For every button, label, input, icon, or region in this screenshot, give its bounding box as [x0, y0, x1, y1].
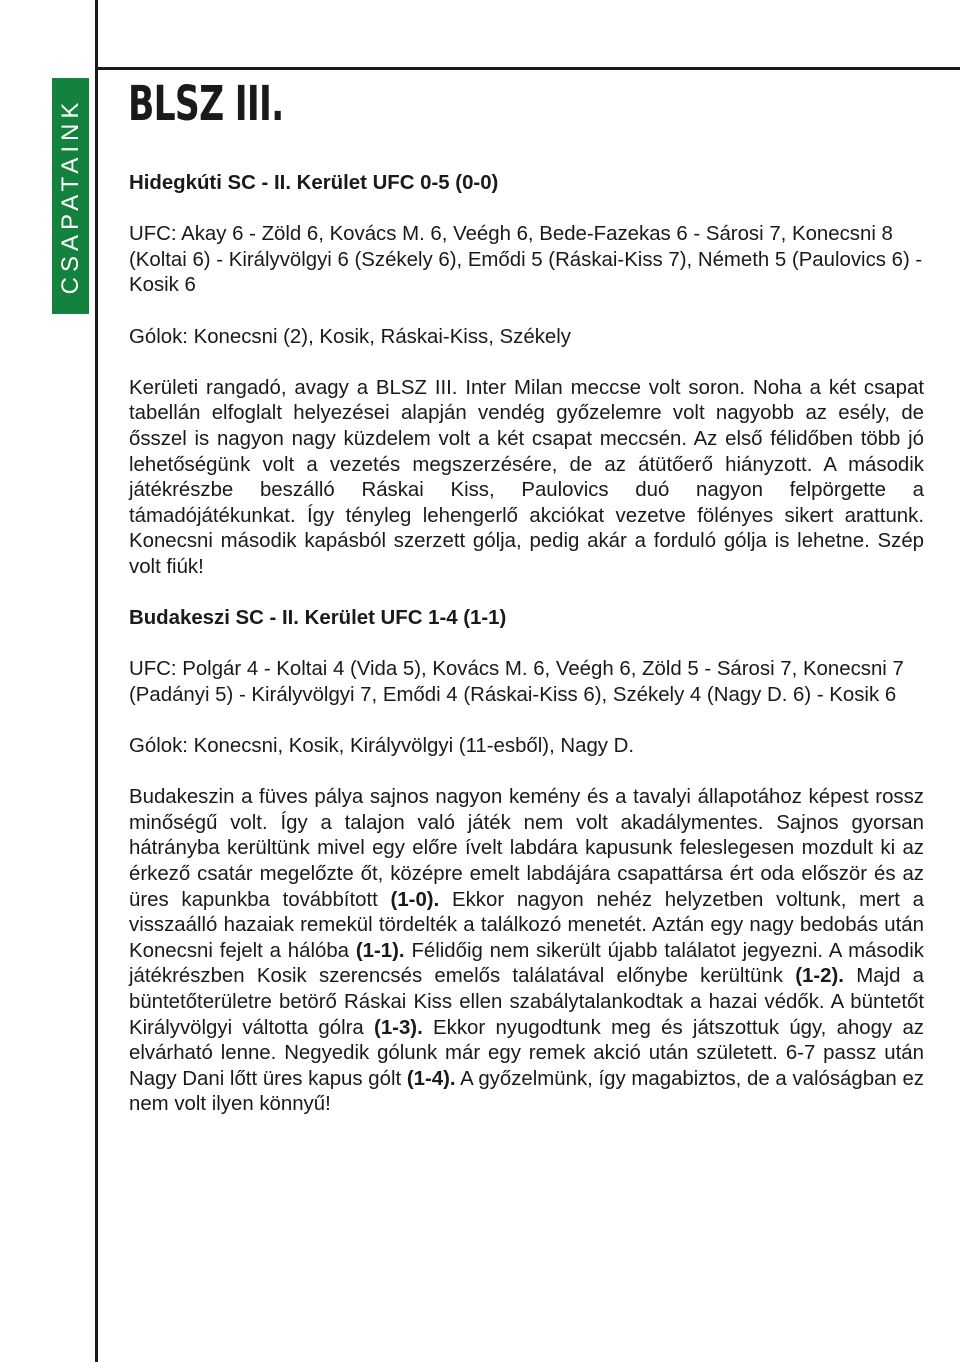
match-1-goals: Gólok: Konecsni (2), Kosik, Ráskai-Kiss, Székely	[129, 325, 571, 348]
report-text: A győzelmünk, így magabiztos, de a valóságban ez nem volt ilyen könnyű!	[129, 1067, 924, 1116]
score-highlight: (1-1).	[355, 939, 405, 962]
page-title: BLSZ III.	[128, 76, 284, 132]
report-text: Ekkor nagyon nehéz helyzetben voltunk, mert a visszaálló hazaiak remekül tördelték a találkozó menetét. Aztán egy nagy bedobás után Konecsni fejelt a hálóba	[129, 888, 924, 962]
match-2-report	[129, 785, 924, 1118]
score-highlight: (1-3).	[374, 1016, 423, 1039]
match-2-lineup: UFC: Polgár 4 - Koltai 4 (Vida 5), Kovács M. 6, Veégh 6, Zöld 5 - Sárosi 7, Konecsni 7 (Padányi 5) - Királyvölgyi 7, Emődi 4 (Ráskai-Kiss 6), Székely 4 (Nagy D. 6) - Kosik 6	[129, 658, 904, 706]
report-text: Félidőig nem sikerült újabb találatot jegyezni. A második játékrészben Kosik szerencsés emelős találatával előnybe kerültünk	[129, 939, 924, 988]
score-highlight: (1-2).	[795, 965, 844, 988]
report-text: Majd a büntetőterületre betörő Ráskai Kiss ellen szabálytalankodtak a hazai védők. A büntetőt Királyvölgyi váltotta gólra	[129, 965, 925, 1039]
page-border-horizontal	[95, 67, 960, 70]
match-2-goals: Gólok: Konecsni, Kosik, Királyvölgyi (11-esből), Nagy D.	[129, 735, 635, 758]
score-highlight: (1-0).	[390, 888, 440, 911]
report-text: Ekkor nyugodtunk meg és játszottuk úgy, ahogy az elvárható lenne. Negyedik gólunk már egy remek akció után született. 6-7 passz után Nagy Dani lőtt üres kapus gólt	[129, 1016, 924, 1090]
section-tab-label: CSAPATAINK	[56, 97, 84, 295]
report-text: Budakeszin a füves pálya sajnos nagyon kemény és a tavalyi állapotához képest rossz minőségű volt. Így a talajon való játék nem volt akadálymentes. Sajnos gyorsan hátrányba kerültünk mivel egy előre ívelt labdára kapusunk feleslegesen mozdult ki az érkező csatár megelőzte őt, középre emelt labdájára csapattársa ért oda először és az üres kapunkba továbbított	[129, 786, 924, 911]
match-1-title: Hidegkúti SC - II. Kerület UFC 0-5 (0-0)	[129, 172, 499, 194]
match-2-title: Budakeszi SC - II. Kerület UFC 1-4 (1-1)	[129, 607, 507, 630]
score-highlight: (1-4).	[406, 1067, 456, 1090]
match-1-report: Kerületi rangadó, avagy a BLSZ III. Inter Milan meccse volt soron. Noha a két csapat tabellán elfoglalt helyezései alapján vendég győzelemre volt nagyobb az esély, de ősszel is nagyon nagy küzdelem volt a két csapat meccsén. Az első félidőben több jó lehetőségünk volt a vezetés megszerzésére, de az átütőerő hiányzott. A második játékrészbe beszálló Ráskai Kiss, Paulovics duó nagyon felpörgette a támadójátékunkat. Így tényleg lehengerlő akciókat vezetve fölényes sikert arattunk. Konecsni második kapásból szerzett gólja, pedig akár a forduló gólja is lehetne. Szép volt fiúk!	[129, 376, 924, 578]
article-body	[129, 171, 924, 1118]
page-border-vertical	[95, 0, 98, 1362]
match-1-lineup: UFC: Akay 6 - Zöld 6, Kovács M. 6, Veégh 6, Bede-Fazekas 6 - Sárosi 7, Konecsni 8 (Koltai 6) - Királyvölgyi 6 (Székely 6), Emődi 5 (Ráskai-Kiss 7), Németh 5 (Paulovics 6) - Kosik 6	[129, 223, 923, 297]
section-tab	[52, 78, 89, 314]
